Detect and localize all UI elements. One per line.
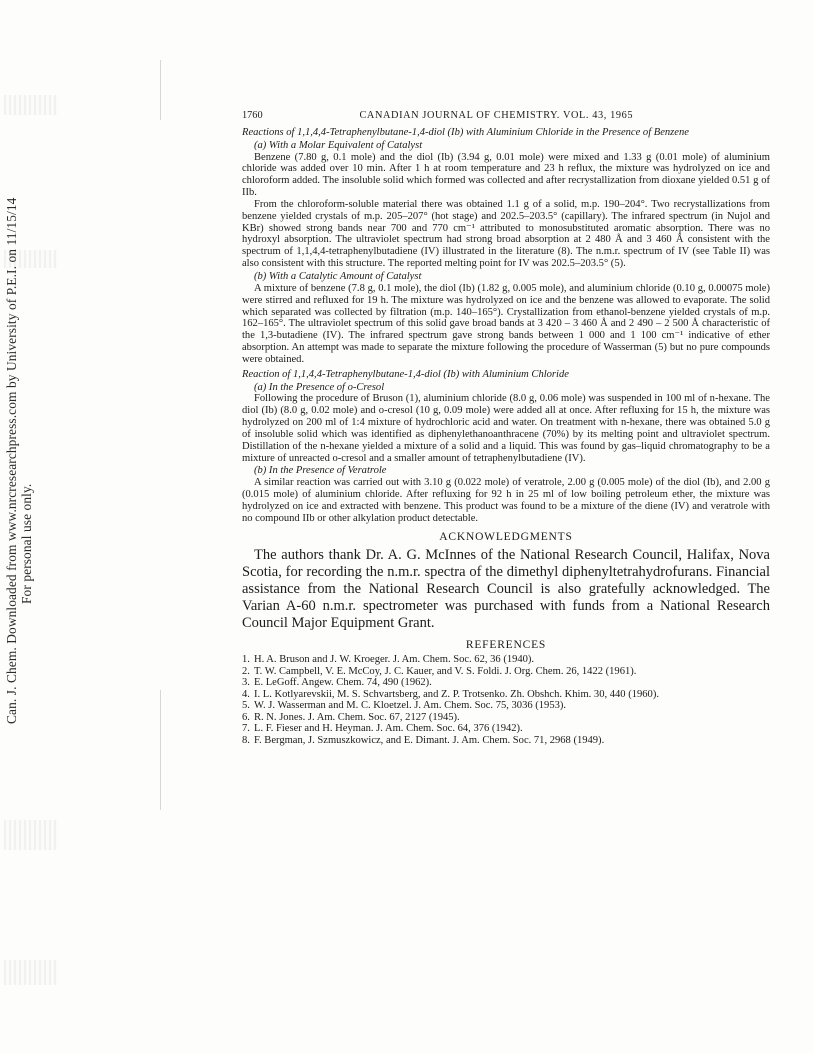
scan-noise: [4, 95, 58, 115]
article-page: [242, 110, 770, 746]
reference-item: 2. T. W. Campbell, V. E. McCoy, J. C. Kauer, and V. S. Foldi. J. Org. Chem. 26, 1422 (1961).: [242, 665, 637, 677]
acknowledgments-title: ACKNOWLEDGMENTS: [439, 530, 573, 543]
reference-list: [242, 654, 770, 746]
reference-item: 3. E. LeGoff. Angew. Chem. 74, 490 (1962).: [242, 677, 432, 689]
subsection-heading: (a) In the Presence of o-Cresol: [254, 381, 385, 393]
running-header: [242, 110, 770, 122]
personal-use-notice: For personal use only.: [19, 483, 34, 604]
page-number: 1760: [242, 110, 263, 121]
paragraph: From the chloroform-soluble material there was obtained 1.1 g of a solid, m.p. 190–204°. Two recrystallizations from benzene yielded crystals of m.p. 205–207° (hot stage) and 202.5–203.5° (capillary). The infrared spectrum (in Nujol and KBr) showed strong bands near 700 and 770 cm⁻¹ attributed to monosubstituted aromatic absorption. There was no hydroxyl absorption. The ultraviolet spectrum had strong broad absorption at 2 480 Å and 3 460 Å consistent with the spectrum of 1,1,4,4-tetraphenylbutadiene (IV) illustrated in the literature (8). The n.m.r. spectrum of IV (see Table II) was also consistent with this structure. The reported melting point for IV was 202.5–203.5° (5).: [242, 198, 770, 270]
download-notice: Can. J. Chem. Downloaded from www.nrcresearchpress.com by University of P.E.I. on 11/15/14: [4, 197, 19, 724]
paragraph: A mixture of benzene (7.8 g, 0.1 mole), the diol (Ib) (1.82 g, 0.005 mole), and aluminium chloride (0.10 g, 0.00075 mole) were stirred and refluxed for 19 h. The mixture was hydrolyzed on ice and the benzene was allowed to evaporate. The solid which separated was collected by filtration (m.p. 140–165°). Crystallization from ethanol-benzene yielded crystals of m.p. 162–165°. The ultraviolet spectrum of this solid gave broad bands at 3 420 – 3 460 Å and 2 490 – 2 500 Å characteristic of the 1,3-butadiene (IV). The infrared spectrum gave strong bands between 1 000 and 1 100 cm⁻¹ indicative of ether absorption. An attempt was made to separate the mixture following the procedure of Wasserman (5) but no pure compounds were obtained.: [242, 282, 770, 365]
reference-item: 7. L. F. Fieser and H. Heyman. J. Am. Chem. Soc. 64, 376 (1942).: [242, 723, 523, 735]
scan-edge-line: [160, 60, 161, 120]
references-title: REFERENCES: [465, 638, 547, 651]
paragraph: A similar reaction was carried out with 3.10 g (0.022 mole) of veratrole, 2.00 g (0.005 mole) of the diol (Ib), and 2.00 g (0.015 mole) of aluminium chloride. After refluxing for 92 h in 25 ml of low boiling petroleum ether, the mixture was hydrolyzed on ice and extracted with benzene. This product was found to be a mixture of the diene (IV) and veratrole with no compound IIb or other alkylation product detectable.: [242, 477, 770, 524]
subsection-heading: (b) With a Catalytic Amount of Catalyst: [254, 270, 422, 282]
scan-edge-line: [160, 690, 161, 810]
reference-item: 8. F. Bergman, J. Szmuszkowicz, and E. Dimant. J. Am. Chem. Soc. 71, 2968 (1949).: [242, 734, 605, 746]
reference-item: 6. R. N. Jones. J. Am. Chem. Soc. 67, 2127 (1945).: [242, 711, 460, 723]
section-heading: Reactions of 1,1,4,4-Tetraphenylbutane-1,4-diol (Ib) with Aluminium Chloride in the Presence of Benzene: [242, 126, 689, 138]
reference-item: 4. I. L. Kotlyarevskii, M. S. Schvartsberg, and Z. P. Trotsenko. Zh. Obshch. Khim. 30, 440 (1960).: [242, 688, 659, 700]
reference-item: 5. W. J. Wasserman and M. C. Kloetzel. J. Am. Chem. Soc. 75, 3036 (1953).: [242, 700, 567, 712]
paragraph: Following the procedure of Bruson (1), aluminium chloride (8.0 g, 0.06 mole) was suspended in 100 ml of n-hexane. The diol (Ib) (8.0 g, 0.02 mole) and o-cresol (10 g, 0.09 mole) were added all at once. After refluxing for 15 h, the mixture was hydrolyzed on 200 ml of 1:4 mixture of hydrochloric acid and water. On treatment with n-hexane, there was obtained 5.0 g of insoluble solid which was identified as diphenylethanoanthracene (70%) by its melting point and ultraviolet spectrum. Distillation of the n-hexane yielded a mixture of a solid and a liquid. This was found by gas–liquid chromatography to be a mixture of unreacted o-cresol and a smaller amount of tetraphenylbutadiene (IV).: [242, 393, 770, 464]
paragraph: Benzene (7.80 g, 0.1 mole) and the diol (Ib) (3.94 g, 0.01 mole) were mixed and 1.33 g (0.01 mole) of aluminium chloride was added over 10 min. After 1 h at room temperature and 23 h reflux, the mixture was hydrolyzed on ice and chloroform added. The insoluble solid which formed was collected and after recrystallization from dioxane yielded 0.51 g of IIb.: [242, 151, 770, 199]
scan-noise: [4, 820, 58, 850]
section-heading: Reaction of 1,1,4,4-Tetraphenylbutane-1,4-diol (Ib) with Aluminium Chloride: [242, 368, 569, 380]
reference-item: 1. H. A. Bruson and J. W. Kroeger. J. Am. Chem. Soc. 62, 36 (1940).: [242, 654, 535, 666]
journal-header: CANADIAN JOURNAL OF CHEMISTRY. VOL. 43, 1965: [359, 110, 634, 121]
scan-noise: [4, 960, 58, 985]
subsection-heading: (b) In the Presence of Veratrole: [254, 465, 387, 477]
subsection-heading: (a) With a Molar Equivalent of Catalyst: [254, 139, 423, 151]
download-sidebar: [0, 0, 60, 1053]
acknowledgments-text: The authors thank Dr. A. G. McInnes of the National Research Council, Halifax, Nova Scotia, for recording the n.m.r. spectra of the dimethyl diphenyltetrahydrofurans. Financial assistance from the National Research Council is also gratefully acknowledged. The Varian A-60 n.m.r. spectrometer was purchased with funds from a National Research Council Major Equipment Grant.: [242, 546, 770, 631]
